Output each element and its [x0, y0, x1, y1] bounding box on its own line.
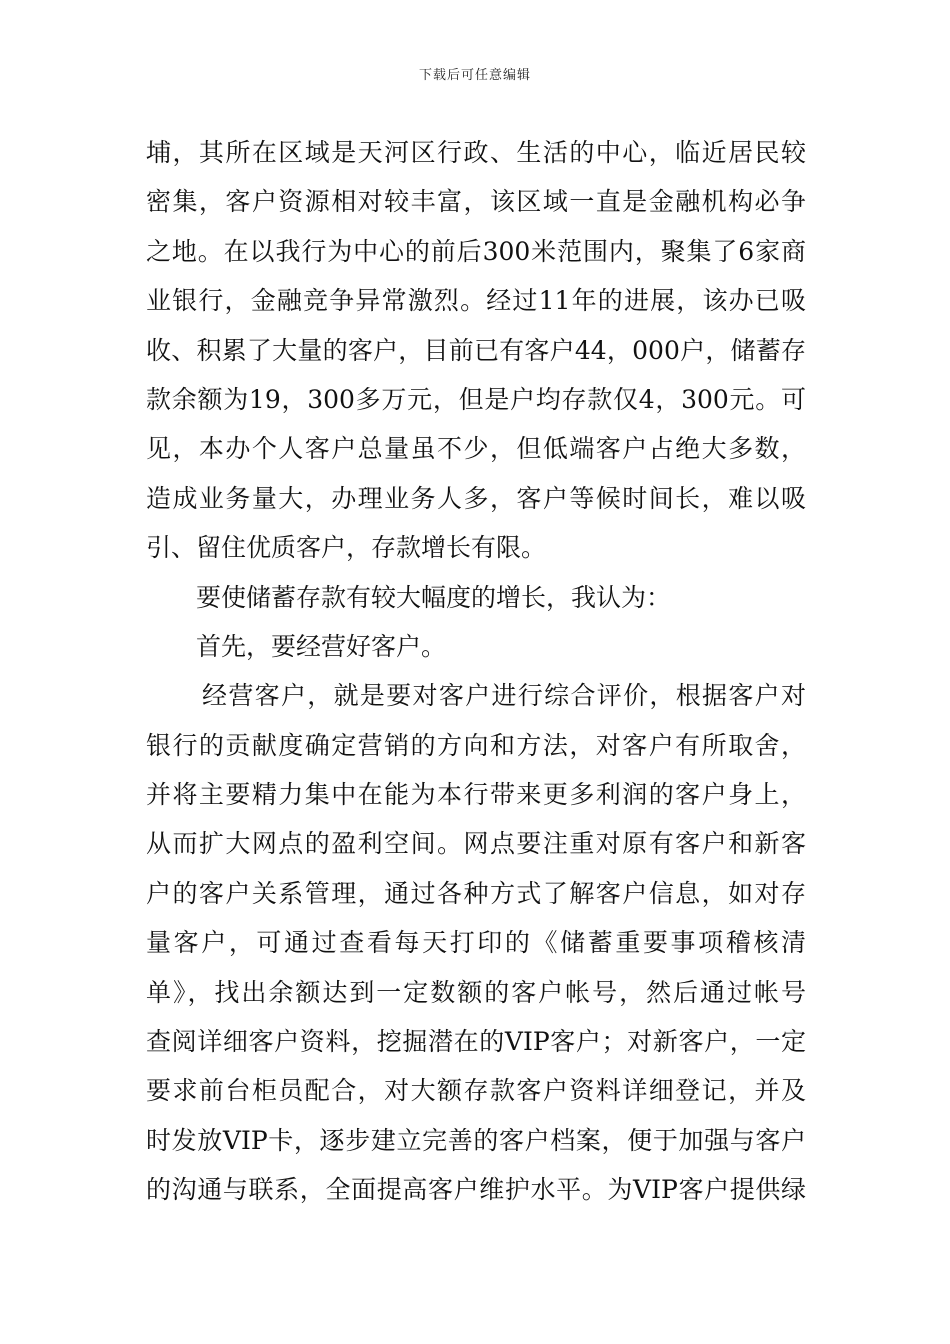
- text-line: 业银行，金融竞争异常激烈。经过11年的进展，该办已吸: [146, 286, 806, 316]
- text-line: 户的客户关系管理，通过各种方式了解客户信息，如对存: [146, 878, 806, 908]
- text-line: 造成业务量大，办理业务人多，客户等候时间长，难以吸: [146, 483, 806, 513]
- text-line: 要求前台柜员配合，对大额存款客户资料详细登记，并及: [146, 1076, 806, 1106]
- text-line: 并将主要精力集中在能为本行带来更多利润的客户身上，: [146, 780, 806, 810]
- text-line: 密集，客户资源相对较丰富，该区域一直是金融机构必争: [146, 187, 806, 217]
- text-line: 引、留住优质客户，存款增长有限。: [146, 533, 547, 563]
- text-line: 时发放VIP卡，逐步建立完善的客户档案，便于加强与客户: [146, 1125, 806, 1155]
- text-line: 从而扩大网点的盈利空间。网点要注重对原有客户和新客: [146, 829, 806, 859]
- text-line: 之地。在以我行为中心的前后300米范围内，聚集了6家商: [146, 236, 806, 266]
- page-header: 下载后可任意编辑: [418, 68, 531, 83]
- document-body: [146, 128, 806, 1215]
- text-line: 首先，要经营好客户。: [196, 631, 447, 661]
- text-line: 查阅详细客户资料，挖掘潜在的VIP客户；对新客户，一定: [146, 1027, 806, 1057]
- text-line: 银行的贡献度确定营销的方向和方法，对客户有所取舍，: [146, 730, 806, 760]
- text-line: 款余额为19，300多万元，但是户均存款仅4，300元。可: [146, 384, 806, 414]
- text-line: 经营客户，就是要对客户进行综合评价，根据客户对: [202, 681, 806, 711]
- text-line: 要使储蓄存款有较大幅度的增长，我认为：: [196, 582, 672, 612]
- text-line: 埔，其所在区域是天河区行政、生活的中心，临近居民较: [146, 138, 806, 167]
- text-line: 的沟通与联系，全面提高客户维护水平。为VIP客户提供绿: [146, 1175, 806, 1205]
- text-line: 见，本办个人客户总量虽不少，但低端客户占绝大多数，: [146, 434, 806, 464]
- text-line: 收、积累了大量的客户，目前已有客户44，000户，储蓄存: [146, 335, 806, 365]
- text-line: 量客户，可通过查看每天打印的《储蓄重要事项稽核清: [146, 928, 806, 958]
- text-line: 单》，找出余额达到一定数额的客户帐号，然后通过帐号: [146, 977, 806, 1007]
